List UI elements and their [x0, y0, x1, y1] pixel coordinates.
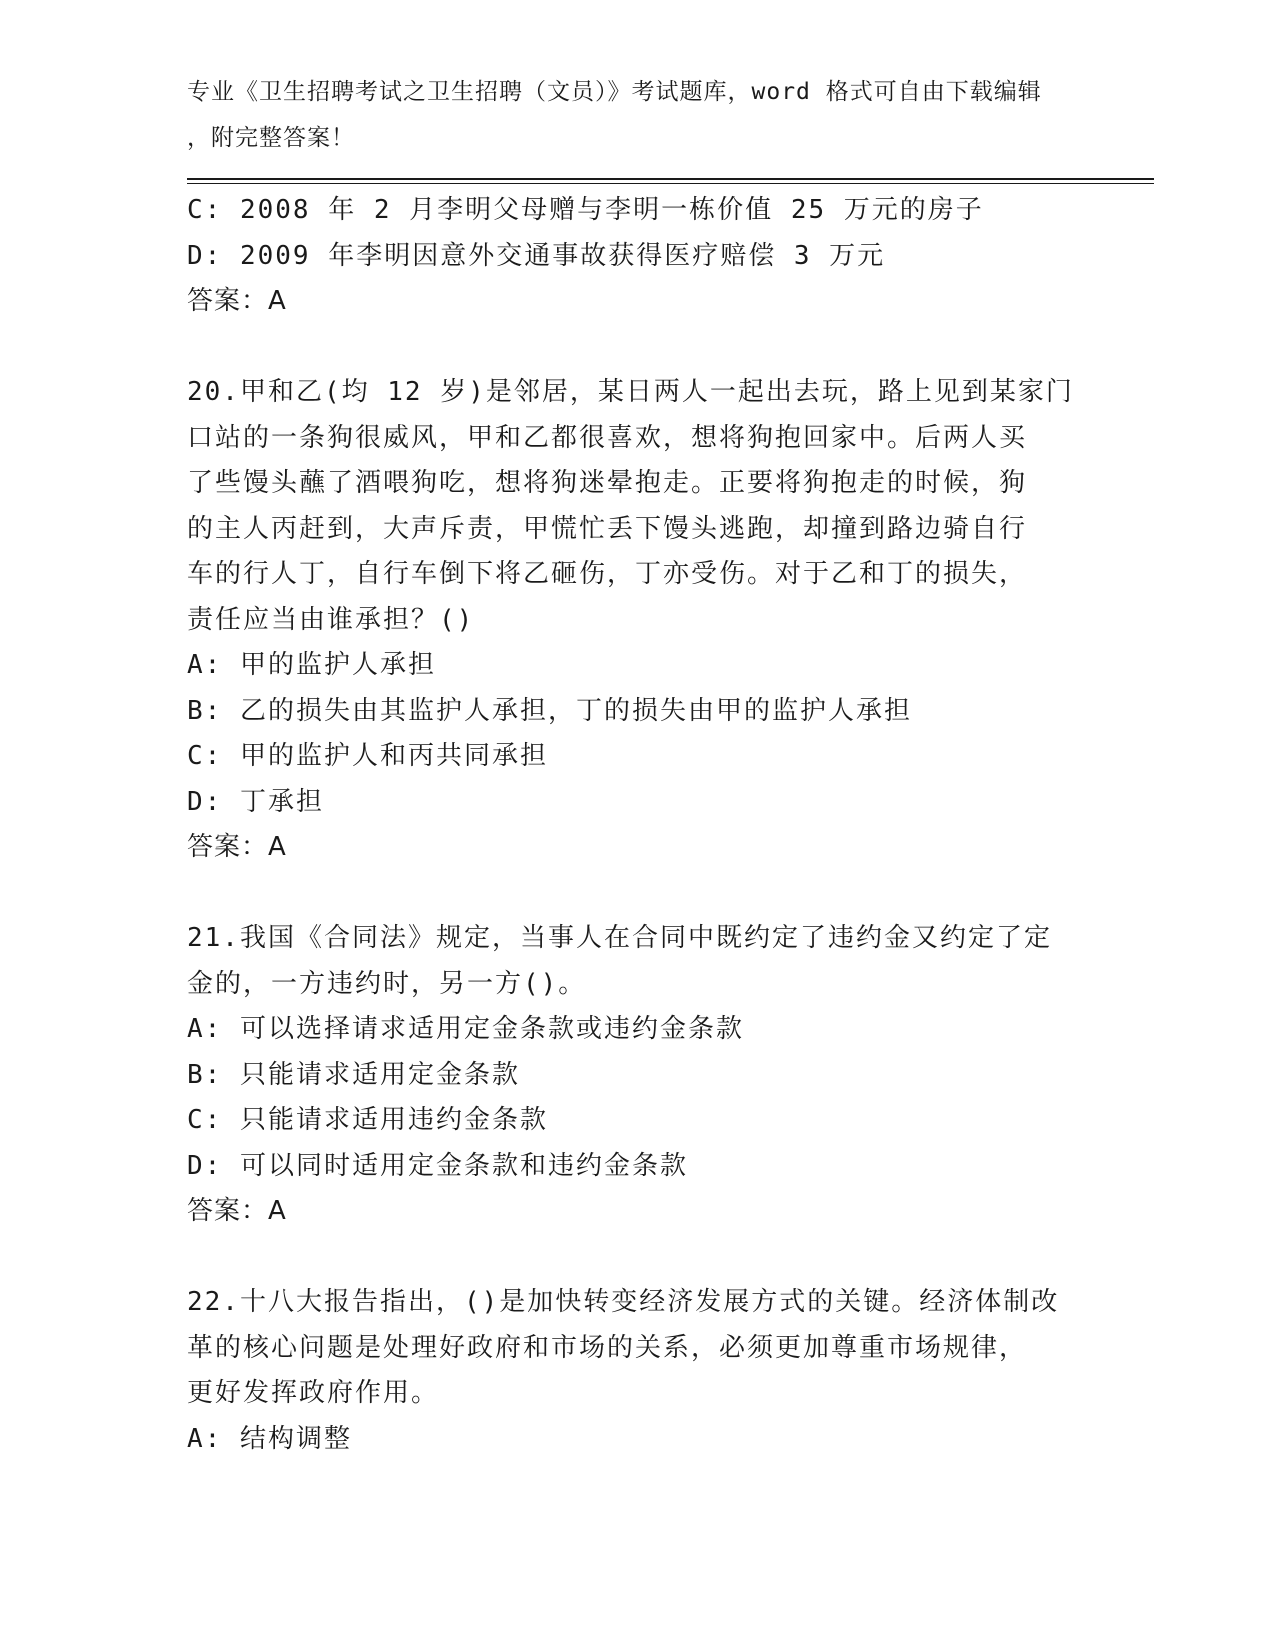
answer-line: 答案：A: [187, 832, 287, 862]
option-a: A: 可以选择请求适用定金条款或违约金条款: [187, 1014, 744, 1044]
question-text-line: 了些馒头蘸了酒喂狗吃，想将狗迷晕抱走。正要将狗抱走的时候，狗: [187, 468, 1028, 498]
question-text-line: 22.十八大报告指出，()是加快转变经济发展方式的关键。经济体制改: [187, 1287, 1060, 1317]
spacer: [187, 1235, 1077, 1281]
option-c: C: 2008 年 2 月李明父母赠与李明一栋价值 25 万元的房子: [187, 195, 984, 225]
question-21: [187, 916, 1077, 1235]
question-text-line: 金的，一方违约时，另一方()。: [187, 968, 587, 999]
document-body: [187, 188, 1077, 1462]
option-a: A: 甲的监护人承担: [187, 650, 436, 680]
option-d: D: 2009 年李明因意外交通事故获得医疗赔偿 3 万元: [187, 240, 886, 271]
header-divider-thin: [187, 183, 1154, 184]
option-d: D: 丁承担: [187, 786, 324, 817]
option-b: B: 只能请求适用定金条款: [187, 1059, 520, 1090]
question-text-line: 21.我国《合同法》规定，当事人在合同中既约定了违约金又约定了定: [187, 923, 1052, 953]
question-text-line: 20.甲和乙(均 12 岁)是邻居，某日两人一起出去玩，路上见到某家门: [187, 377, 1074, 407]
question-text-line: 革的核心问题是处理好政府和市场的关系，必须更加尊重市场规律，: [187, 1332, 1028, 1363]
option-c: C: 只能请求适用违约金条款: [187, 1105, 548, 1135]
document-header: [187, 70, 1077, 161]
question-22: [187, 1280, 1077, 1462]
question-text-line: 口站的一条狗很威风，甲和乙都很喜欢，想将狗抱回家中。后两人买: [187, 422, 1028, 453]
question-text-line: 的主人丙赶到，大声斥责，甲慌忙丢下馒头逃跑，却撞到路边骑自行: [187, 513, 1028, 544]
question-text-line: 责任应当由谁承担？(): [187, 604, 475, 635]
header-line-1: 专业《卫生招聘考试之卫生招聘（文员）》考试题库，word 格式可自由下载编辑: [187, 79, 1042, 105]
spacer: [187, 871, 1077, 917]
option-c: C: 甲的监护人和丙共同承担: [187, 741, 548, 771]
header-divider-thick: [187, 178, 1154, 180]
question-19-tail: [187, 188, 1077, 325]
option-a: A: 结构调整: [187, 1423, 352, 1454]
header-line-2: ，附完整答案！: [187, 124, 355, 151]
question-text-line: 车的行人丁，自行车倒下将乙砸伤，丁亦受伤。对于乙和丁的损失，: [187, 559, 1028, 589]
answer-line: 答案：A: [187, 286, 287, 316]
question-text-line: 更好发挥政府作用。: [187, 1378, 440, 1408]
option-b: B: 乙的损失由其监护人承担，丁的损失由甲的监护人承担: [187, 695, 912, 726]
question-20: [187, 370, 1077, 871]
option-d: D: 可以同时适用定金条款和违约金条款: [187, 1150, 688, 1181]
spacer: [187, 325, 1077, 371]
answer-line: 答案：A: [187, 1196, 287, 1226]
